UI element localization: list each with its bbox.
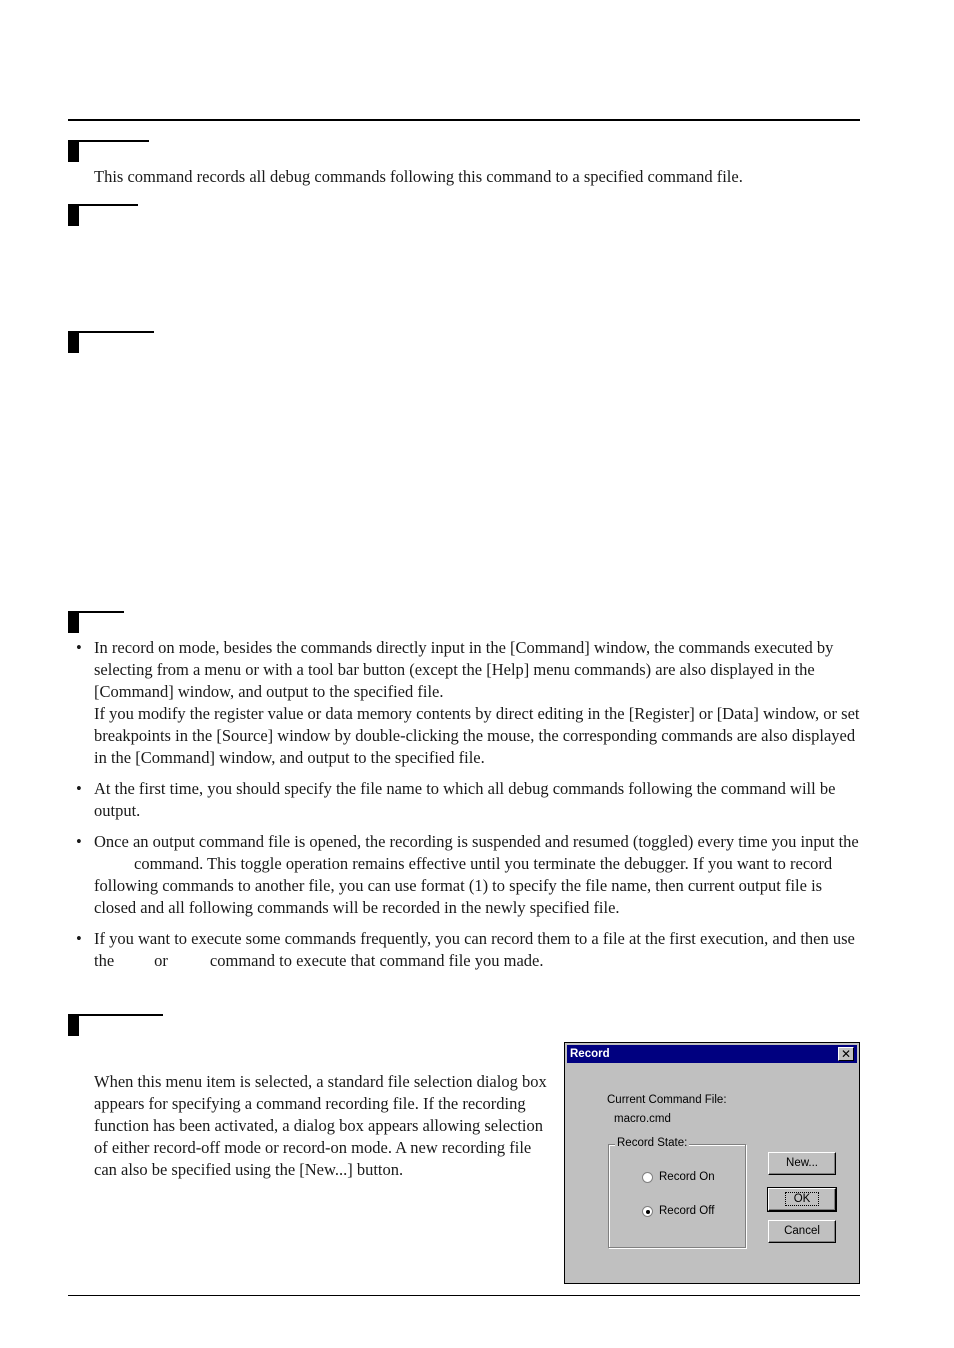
record-state-group (608, 1144, 746, 1248)
header-rule (68, 119, 860, 121)
note-text: command. This toggle operation remains effective until you terminate the debugger. If you want to record following commands to another file, you can use format (1) to specify the file name, then current output file is closed and all following commands will be recorded in the newly specified file. (94, 854, 833, 917)
bullet: • (76, 832, 82, 851)
note-paragraph (94, 928, 866, 972)
record-dialog (564, 1042, 860, 1284)
note-paragraph (94, 831, 866, 919)
note-text: Once an output command file is opened, the recording is suspended and resumed (toggled) every time you input the (94, 832, 859, 851)
note-item (76, 637, 866, 769)
record-off-label: Record Off (659, 1205, 715, 1217)
note-item (76, 778, 866, 822)
new-button[interactable] (768, 1152, 836, 1175)
note-text: If you want to execute some commands frequently, you can record them to a file at the first execution, and then use the (94, 929, 855, 970)
current-file-value: macro.cmd (614, 1113, 671, 1125)
record-on-label: Record On (659, 1171, 715, 1183)
gui-description: When this menu item is selected, a standard file selection dialog box appears for specifying a command recording file. If the recording function has been activated, a dialog box appears allowing selection of either record-off mode or record-on mode. A new recording file can also be specified using the [New...] button. (94, 1072, 547, 1179)
note-paragraph: At the first time, you should specify the file name to which all debug commands following the command will be output. (94, 779, 836, 820)
note-text: command to execute that command file you made. (209, 951, 544, 970)
record-state-label: Record State: (617, 1137, 688, 1149)
notes-list (76, 637, 866, 981)
dialog-titlebar (567, 1045, 857, 1063)
cancel-button-label: Cancel (784, 1225, 820, 1237)
note-text: or (154, 951, 168, 970)
bullet: • (76, 638, 82, 657)
bullet: • (76, 929, 82, 948)
bullet: • (76, 779, 82, 798)
cancel-button[interactable] (768, 1220, 836, 1243)
footer-rule (68, 1295, 860, 1296)
note-paragraph: In record on mode, besides the commands directly input in the [Command] window, the commands executed by selecting from a menu or with a tool bar button (except the [Help] menu commands) are also displayed in the [Command] window, and output to the specified file. (94, 638, 834, 701)
record-off-radio[interactable] (642, 1206, 653, 1217)
note-item (76, 928, 866, 972)
function-description: This command records all debug commands following this command to a specified command file. (94, 167, 743, 186)
new-button-label: New... (786, 1157, 818, 1169)
current-file-label: Current Command File: (607, 1094, 727, 1106)
ok-button-label: OK (785, 1192, 820, 1206)
ok-button[interactable] (768, 1188, 836, 1211)
close-icon[interactable]: ✕ (838, 1047, 854, 1061)
dialog-title: Record (570, 1048, 610, 1060)
note-paragraph: If you modify the register value or data memory contents by direct editing in the [Register] or [Data] window, or set breakpoints in the [Source] window by double-clicking the mouse, the corresponding commands are also displayed in the [Command] window, and output to the specified file. (94, 704, 860, 767)
record-on-radio[interactable] (642, 1172, 653, 1183)
note-item (76, 831, 866, 919)
